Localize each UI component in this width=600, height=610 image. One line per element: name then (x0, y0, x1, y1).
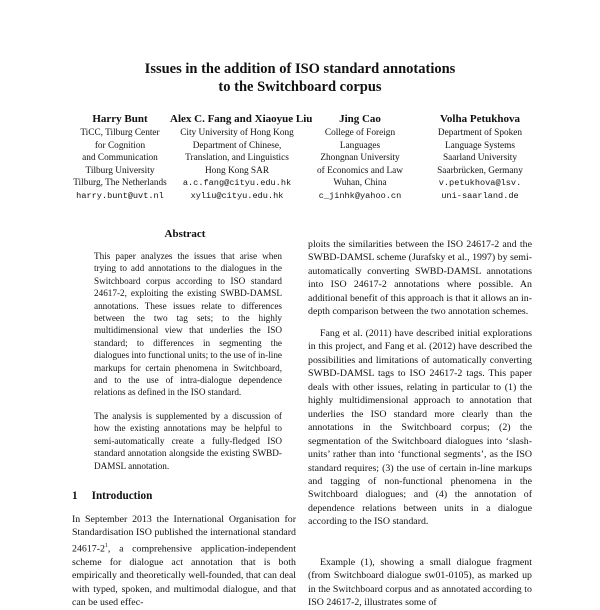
author-email[interactable]: uni-saarland.de (441, 190, 519, 201)
author-affiliation-line: Languages (339, 140, 381, 151)
author-affiliation-line: for Cognition (94, 140, 146, 151)
author-block (305, 112, 415, 203)
author-name: Harry Bunt (92, 113, 148, 125)
author-name: Volha Petukhova (440, 113, 520, 125)
author-affiliation-line: Hong Kong SAR (204, 165, 270, 176)
author-block (170, 112, 313, 203)
intro-paragraph (72, 513, 296, 609)
author-affiliation-line: Zhongnan University (320, 153, 400, 164)
author-affiliation-line: Department of Spoken (437, 128, 523, 138)
footnote-marker[interactable]: 1 (104, 542, 108, 549)
paper-title-line-1: Issues in the addition of ISO standard annotations (144, 61, 456, 77)
author-affiliation-line: City University of Hong Kong (180, 128, 294, 138)
author-block (420, 112, 540, 203)
author-affiliation-line: Department of Chinese, (192, 140, 282, 151)
abstract-paragraph: The analysis is supplemented by a discussion of how the existing annotations may be helpful to semi-automatically create a fully-fledged ISO standard annotation alongside the existing SWBD-DAMSL annotation. (94, 411, 282, 471)
author-block (60, 112, 180, 203)
author-affiliation-line: of Economics and Law (317, 165, 403, 176)
body-paragraph: Example (1), showing a small dialogue fragment (from Switchboard dialogue sw01-0105), as marked up in the Switchboard corpus and as annotated according to ISO 24617-2, illustrates some of (308, 557, 532, 609)
author-email[interactable]: a.c.fang@cityu.edu.hk (182, 178, 292, 189)
author-affiliation-line: Saarbrücken, Germany (437, 165, 523, 176)
abstract-heading: Abstract (164, 228, 206, 240)
author-name: Alex C. Fang and Xiaoyue Liu (170, 113, 313, 125)
intro-text-part: , a comprehensive application-independent scheme for dialogue act annotation that is both empirically and theoretically well-founded, that can deal with typed, spoken, and multimodal dialogue, and that can be used effec- (72, 543, 296, 609)
author-affiliation-line: Language Systems (445, 140, 515, 151)
author-affiliation-line: Wuhan, China (333, 178, 387, 189)
author-email[interactable]: c_jinhk@yahoo.cn (318, 190, 402, 201)
author-affiliation-line: Translation, and Linguistics (185, 153, 289, 164)
author-affiliation-line: Saarland University (442, 153, 518, 164)
author-email[interactable]: xyliu@cityu.edu.hk (190, 190, 284, 201)
author-affiliation-line: College of Foreign (324, 128, 396, 138)
author-name: Jing Cao (339, 113, 381, 125)
author-email[interactable]: v.petukhova@lsv. (438, 178, 522, 189)
section-heading (72, 490, 166, 502)
body-paragraph: Fang et al. (2011) have described initial explorations in this project, and Fang et al. (2012) have described the possibilities and limitations of automatically converting SWBD-DAMSL tags to ISO 24617-2 tags. This paper deals with other issues, relating in particular to (1) the highly multidimensional approach to annotation that underlies the ISO standard more clearly than the annotations in the Switchboard corpus; (2) the segmentation of the Switchboard dialogues into ‘slash-units’ rather than into ‘functional segments’, as the ISO standard requires; (3) the use of certain in-line markups and tagging of non-functional phenomena in the Switchboard dialogues; and (4) the annotation of dependence relations between units in a dialogue according to the ISO standard. (308, 328, 532, 528)
section-title: Introduction (91, 490, 153, 502)
author-affiliation-line: TiCC, Tilburg Center (80, 128, 160, 138)
body-paragraph: ploits the similarities between the ISO 24617-2 and the SWBD-DAMSL scheme (Jurafsky et al., 1997) by semi-automatically converting SWBD-DAMSL annotations into ISO 24617-2 annotations where possible. An additional benefit of this approach is that it allows an in-depth comparison between the two annotation schemes. (308, 239, 532, 318)
author-affiliation-line: and Communication (82, 153, 158, 164)
abstract-paragraph: This paper analyzes the issues that arise when trying to add annotations to the dialogues in the Switchboard corpus according to ISO standard 24617-2, exploiting the existing SWBD-DAMSL annotations. These issues relate to differences between the two tag sets; to the highly multidimensional view that underlies the ISO standard; to differences in segmenting the dialogues into functional units; to the use of in-line markups for certain phenomena in Switchboard, and to the use of intra-dialogue dependence relations as defined in the ISO standard. (94, 251, 282, 398)
intro-text-part: In September 2013 the International Organisation for Standardisation ISO published the international standard 24617-2 (72, 514, 296, 555)
section-number: 1 (72, 490, 78, 502)
author-affiliation-line: Tilburg, The Netherlands (73, 178, 167, 189)
paper-title-line-2: to the Switchboard corpus (218, 79, 382, 95)
author-affiliation-line: Tilburg University (85, 165, 155, 176)
author-email[interactable]: harry.bunt@uvt.nl (76, 190, 164, 201)
